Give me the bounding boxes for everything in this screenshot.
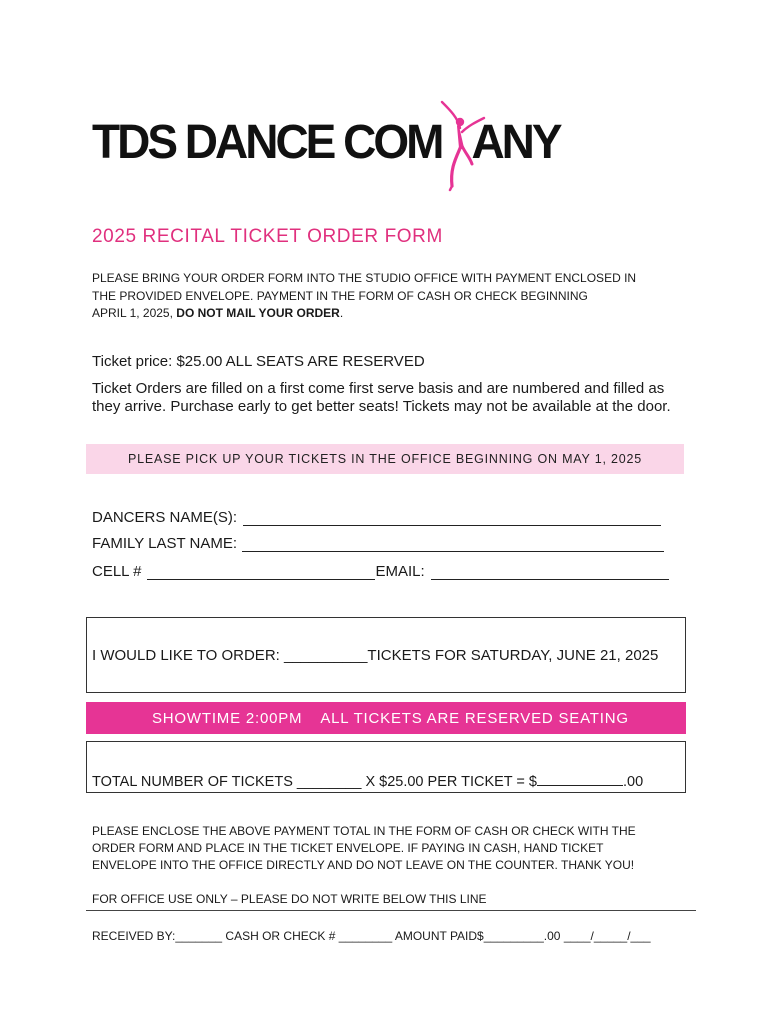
dancers-name-label: DANCERS NAME(S):	[92, 509, 238, 526]
family-name-field[interactable]	[242, 537, 664, 552]
payment-note-line-2: ORDER FORM AND PLACE IN THE TICKET ENVELOPE. IF PAYING IN CASH, HAND TICKET	[92, 841, 604, 855]
order-prefix: I WOULD LIKE TO ORDER:	[92, 647, 284, 664]
intro-line-3-text: APRIL 1, 2025,	[92, 306, 177, 320]
pickup-banner	[86, 444, 684, 474]
orders-line-2: they arrive. Purchase early to get better seats! Tickets may not be available at the door.	[92, 398, 671, 415]
cell-field[interactable]	[147, 565, 375, 580]
office-divider	[86, 910, 696, 911]
orders-line-1: Ticket Orders are filled on a first come first serve basis and are numbered and filled as	[92, 380, 665, 397]
dancers-name-field[interactable]	[243, 511, 661, 526]
total-text: TOTAL NUMBER OF TICKETS ________ X $25.00 PER TICKET = $	[92, 774, 537, 790]
showtime-text: SHOWTIME 2:00PM	[152, 709, 303, 727]
ticket-price: Ticket price: $25.00 ALL SEATS ARE RESERVED	[92, 353, 425, 370]
total-cents: .00	[623, 774, 644, 790]
form-title: 2025 RECITAL TICKET ORDER FORM	[92, 226, 443, 247]
payment-note-line-3: ENVELOPE INTO THE OFFICE DIRECTLY AND DO NOT LEAVE ON THE COUNTER. THANK YOU!	[92, 858, 635, 872]
logo-text-right: ANY	[471, 113, 560, 169]
payment-note-line-1: PLEASE ENCLOSE THE ABOVE PAYMENT TOTAL IN THE FORM OF CASH OR CHECK WITH THE	[92, 824, 636, 838]
order-line	[92, 647, 658, 664]
dancers-name-row	[92, 509, 661, 526]
intro-line-3-period: .	[339, 306, 344, 320]
office-received-line: RECEIVED BY:_______ CASH OR CHECK # ________ AMOUNT PAID$_________.00 ____/_____/___	[92, 929, 651, 943]
family-name-label: FAMILY LAST NAME:	[92, 535, 238, 552]
contact-row	[92, 563, 669, 580]
office-use-header: FOR OFFICE USE ONLY – PLEASE DO NOT WRITE BELOW THIS LINE	[92, 892, 487, 906]
logo-text-left: TDS DANCE COM	[92, 113, 442, 169]
cell-label: CELL #	[92, 563, 142, 580]
intro-line-1: PLEASE BRING YOUR ORDER FORM INTO THE STUDIO OFFICE WITH PAYMENT ENCLOSED IN	[92, 271, 637, 285]
order-suffix: TICKETS FOR SATURDAY, JUNE 21, 2025	[367, 647, 659, 664]
dancer-logo-icon	[436, 98, 492, 198]
intro-line-3	[92, 305, 343, 323]
pickup-banner-text: PLEASE PICK UP YOUR TICKETS IN THE OFFICE BEGINNING ON MAY 1, 2025	[127, 452, 643, 466]
showtime-banner	[86, 702, 686, 734]
seating-text: ALL TICKETS ARE RESERVED SEATING	[320, 709, 629, 727]
ticket-quantity-field[interactable]: __________	[283, 647, 368, 664]
do-not-mail-warning: DO NOT MAIL YOUR ORDER	[176, 306, 340, 320]
family-name-row	[92, 535, 664, 552]
email-label: EMAIL:	[375, 563, 425, 580]
email-field[interactable]	[431, 565, 669, 580]
total-amount-field[interactable]	[537, 772, 623, 786]
intro-line-2: THE PROVIDED ENVELOPE. PAYMENT IN THE FORM OF CASH OR CHECK BEGINNING	[92, 289, 588, 303]
total-line	[92, 772, 643, 790]
